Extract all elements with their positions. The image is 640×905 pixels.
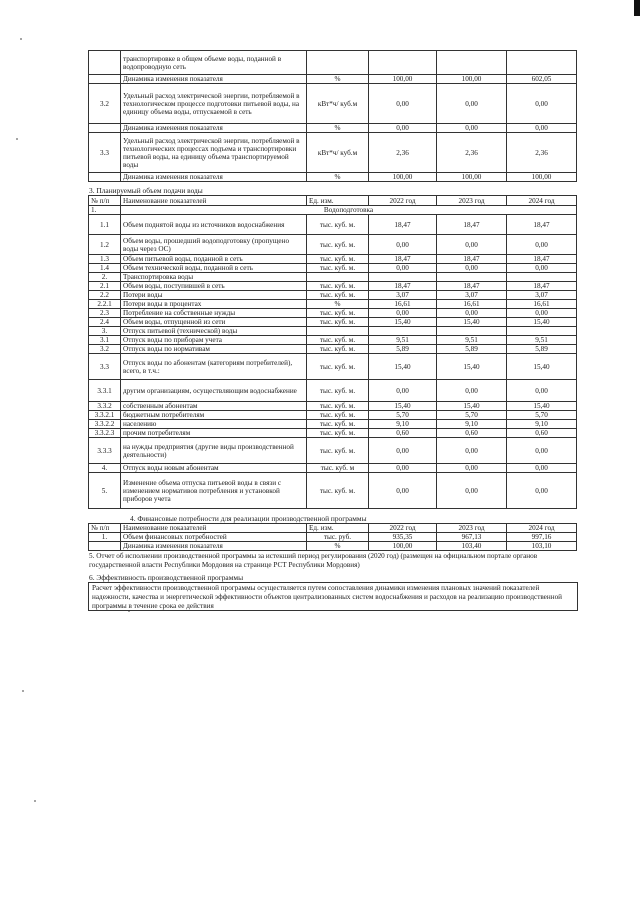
scan-speck: [22, 690, 24, 692]
table-row: [89, 438, 577, 464]
row-name: Отпуск воды по нормативам: [121, 345, 307, 354]
value-2024: [507, 51, 577, 75]
row-unit: тыс. куб. м.: [307, 264, 369, 273]
value-2023: 0,00: [437, 380, 507, 402]
value-2023: 0,00: [437, 309, 507, 318]
value-2024: 16,61: [507, 300, 577, 309]
table-header-row: [89, 196, 577, 206]
row-number: [89, 173, 121, 182]
row-number: [89, 542, 121, 551]
value-2024: 0,00: [507, 380, 577, 402]
row-unit: [307, 273, 369, 282]
table-row: [89, 542, 577, 551]
value-2023: 18,47: [437, 215, 507, 235]
row-name: Объем питьевой воды, поданной в сеть: [121, 255, 307, 264]
table-row: [89, 255, 577, 264]
value-2022: 9,10: [369, 420, 437, 429]
row-number: 3.: [89, 327, 121, 336]
row-group-title: Водоподготовка: [121, 206, 577, 215]
table-row: [89, 336, 577, 345]
value-2024: 103,10: [507, 542, 577, 551]
row-name: Удельный расход электрической энергии, потребляемой в технологических процессах подъема и транспортировки питьевой воды, на единицу объема транспортируемой воды: [121, 133, 307, 173]
value-2024: 0,00: [507, 235, 577, 255]
row-number: 1.1: [89, 215, 121, 235]
row-number: 2.4: [89, 318, 121, 327]
row-name: Объем воды, отпущенной из сети: [121, 318, 307, 327]
value-2022: 15,40: [369, 318, 437, 327]
table-row: [89, 84, 577, 124]
value-2024: 0,00: [507, 464, 577, 473]
table-row: [89, 291, 577, 300]
section-3-title: 3. Планируемый объем подачи воды: [89, 186, 203, 195]
row-unit: тыс. куб. м.: [307, 429, 369, 438]
row-number: 3.3.2.2: [89, 420, 121, 429]
header-2023: 2023 год: [437, 524, 507, 533]
value-2023: [437, 273, 507, 282]
row-number: 1.4: [89, 264, 121, 273]
section-6-title: 6. Эффективность производственной программы: [89, 573, 244, 582]
row-unit: тыс. руб.: [307, 533, 369, 542]
row-name: Объем финансовых потребностей: [121, 533, 307, 542]
value-2022: 0,00: [369, 309, 437, 318]
row-name: Потери воды: [121, 291, 307, 300]
table-row: [89, 206, 577, 215]
water-supply-volume-table: [88, 195, 577, 509]
table-row: [89, 354, 577, 380]
row-number: 3.3.3: [89, 438, 121, 464]
value-2023: 0,00: [437, 464, 507, 473]
value-2022: 3,07: [369, 291, 437, 300]
row-number: 3.1: [89, 336, 121, 345]
row-unit: тыс. куб. м.: [307, 380, 369, 402]
row-number: [89, 51, 121, 75]
value-2024: 997,16: [507, 533, 577, 542]
row-unit: тыс. куб. м.: [307, 354, 369, 380]
row-number: 3.2: [89, 84, 121, 124]
table-row: [89, 273, 577, 282]
header-2023: 2023 год: [437, 196, 507, 206]
row-name: Отпуск воды по абонентам (категориям потребителей), всего, в т.ч.:: [121, 354, 307, 380]
table-row: [89, 300, 577, 309]
row-unit: %: [307, 75, 369, 84]
value-2024: 100,00: [507, 173, 577, 182]
header-2024: 2024 год: [507, 524, 577, 533]
row-name: Динамика изменения показателя: [121, 75, 307, 84]
table-row: [89, 215, 577, 235]
row-number: 2.1: [89, 282, 121, 291]
row-number: 3.3.2.3: [89, 429, 121, 438]
row-number: 4.: [89, 464, 121, 473]
row-number: 3.3: [89, 133, 121, 173]
table-row: [89, 411, 577, 420]
row-number: [89, 124, 121, 133]
row-number: 1.3: [89, 255, 121, 264]
value-2024: 602,05: [507, 75, 577, 84]
row-name: транспортировке в общем объеме воды, поданной в водопроводную сеть: [121, 51, 307, 75]
row-number: 1.: [89, 206, 121, 215]
value-2022: 2,36: [369, 133, 437, 173]
table-header-row: [89, 524, 577, 533]
value-2024: 15,40: [507, 402, 577, 411]
value-2022: 0,60: [369, 429, 437, 438]
value-2022: 18,47: [369, 255, 437, 264]
row-name: другим организациям, осуществляющим водоснабжение: [121, 380, 307, 402]
row-name: на нужды предприятия (другие виды производственной деятельности): [121, 438, 307, 464]
row-unit: тыс. куб. м.: [307, 309, 369, 318]
row-name: Транспортировка воды: [121, 273, 307, 282]
value-2023: 0,00: [437, 473, 507, 509]
table-row: [89, 235, 577, 255]
row-name: Объем технической воды, поданной в сеть: [121, 264, 307, 273]
row-unit: тыс. куб. м.: [307, 336, 369, 345]
row-number: 2.3: [89, 309, 121, 318]
row-unit: тыс. куб. м.: [307, 438, 369, 464]
row-name: Динамика изменения показателя: [121, 124, 307, 133]
row-unit: кВт*ч/ куб.м: [307, 133, 369, 173]
value-2022: [369, 51, 437, 75]
row-unit: кВт*ч/ куб.м: [307, 84, 369, 124]
row-unit: тыс. куб. м.: [307, 215, 369, 235]
value-2023: 0,00: [437, 438, 507, 464]
row-unit: [307, 327, 369, 336]
table-row: [89, 429, 577, 438]
header-2022: 2022 год: [369, 196, 437, 206]
row-number: 1.2: [89, 235, 121, 255]
table-row: [89, 380, 577, 402]
value-2023: 5,89: [437, 345, 507, 354]
scan-speck: [16, 138, 18, 140]
header-unit: Ед. изм.: [307, 524, 369, 533]
value-2024: 5,89: [507, 345, 577, 354]
row-name: населению: [121, 420, 307, 429]
row-unit: тыс. куб. м.: [307, 255, 369, 264]
value-2022: 0,00: [369, 235, 437, 255]
scan-speck: [34, 800, 36, 802]
table-row: [89, 327, 577, 336]
table-row: [89, 318, 577, 327]
row-unit: тыс. куб. м.: [307, 282, 369, 291]
value-2022: 0,00: [369, 380, 437, 402]
row-number: 3.2: [89, 345, 121, 354]
value-2022: 100,00: [369, 75, 437, 84]
row-name: Потери воды в процентах: [121, 300, 307, 309]
value-2024: 18,47: [507, 215, 577, 235]
value-2022: 0,00: [369, 124, 437, 133]
row-name: Объем воды, прошедший водоподготовку (пропущено воды через ОС): [121, 235, 307, 255]
value-2024: 2,36: [507, 133, 577, 173]
value-2023: 15,40: [437, 318, 507, 327]
value-2024: 15,40: [507, 354, 577, 380]
value-2022: 0,00: [369, 473, 437, 509]
row-number: 5.: [89, 473, 121, 509]
value-2022: 100,00: [369, 173, 437, 182]
value-2022: 18,47: [369, 215, 437, 235]
row-number: 1.: [89, 533, 121, 542]
value-2024: 0,00: [507, 264, 577, 273]
value-2024: 0,00: [507, 438, 577, 464]
row-unit: %: [307, 124, 369, 133]
table-row: [89, 133, 577, 173]
table-row: [89, 75, 577, 84]
value-2022: [369, 327, 437, 336]
scan-edge-mark: [634, 0, 640, 16]
value-2023: 3,07: [437, 291, 507, 300]
header-num: № п/п: [89, 196, 121, 206]
value-2023: 9,10: [437, 420, 507, 429]
row-unit: тыс. куб. м.: [307, 473, 369, 509]
row-unit: [307, 51, 369, 75]
header-num: № п/п: [89, 524, 121, 533]
section-5-report: 5. Отчет об исполнении производственной программы за истекший период регулирования (2020 год) (размещен на официальном портале органов государственной власти Республики Мордовия на странице РСТ Республики Мордовия): [89, 552, 538, 569]
value-2022: 18,47: [369, 282, 437, 291]
row-name: Динамика изменения показателя: [121, 542, 307, 551]
indicators-table-continuation: [88, 50, 577, 182]
table-row: [89, 345, 577, 354]
header-unit: Ед. изм.: [307, 196, 369, 206]
value-2024: 0,00: [507, 84, 577, 124]
value-2022: 0,00: [369, 84, 437, 124]
table-row: [89, 420, 577, 429]
row-unit: тыс. куб. м.: [307, 345, 369, 354]
row-unit: тыс. куб. м: [307, 464, 369, 473]
value-2023: 0,00: [437, 124, 507, 133]
header-2024: 2024 год: [507, 196, 577, 206]
row-name: бюджетным потребителям: [121, 411, 307, 420]
value-2024: 3,07: [507, 291, 577, 300]
table-row: [89, 124, 577, 133]
value-2022: 9,51: [369, 336, 437, 345]
row-name: прочим потребителям: [121, 429, 307, 438]
row-unit: тыс. куб. м.: [307, 402, 369, 411]
value-2023: 9,51: [437, 336, 507, 345]
row-unit: %: [307, 542, 369, 551]
table-row: [89, 51, 577, 75]
value-2023: 18,47: [437, 282, 507, 291]
value-2023: [437, 51, 507, 75]
value-2022: 0,00: [369, 438, 437, 464]
row-number: 3.3: [89, 354, 121, 380]
financial-needs-table: [88, 523, 577, 551]
row-unit: тыс. куб. м.: [307, 318, 369, 327]
row-name: Удельный расход электрической энергии, потребляемой в технологическом процессе подготовки питьевой воды, на единицу объема воды, отпускаемой в сеть: [121, 84, 307, 124]
value-2022: 15,40: [369, 354, 437, 380]
row-name: Динамика изменения показателя: [121, 173, 307, 182]
row-number: 2.2.1: [89, 300, 121, 309]
value-2024: 15,40: [507, 318, 577, 327]
value-2023: 16,61: [437, 300, 507, 309]
row-number: 2.: [89, 273, 121, 282]
header-name: Наименование показателей: [121, 196, 307, 206]
value-2024: 0,00: [507, 124, 577, 133]
row-unit: %: [307, 173, 369, 182]
value-2023: 0,00: [437, 235, 507, 255]
table-row: [89, 264, 577, 273]
table-row: [89, 173, 577, 182]
value-2023: 5,70: [437, 411, 507, 420]
table-row: [89, 282, 577, 291]
value-2024: 9,51: [507, 336, 577, 345]
value-2024: 18,47: [507, 255, 577, 264]
value-2022: 0,00: [369, 264, 437, 273]
value-2022: 5,70: [369, 411, 437, 420]
row-number: 3.3.2.1: [89, 411, 121, 420]
value-2024: 0,00: [507, 473, 577, 509]
row-number: 2.2: [89, 291, 121, 300]
value-2023: 15,40: [437, 354, 507, 380]
value-2022: 935,35: [369, 533, 437, 542]
row-unit: тыс. куб. м.: [307, 420, 369, 429]
value-2023: 15,40: [437, 402, 507, 411]
header-name: Наименование показателей: [121, 524, 307, 533]
row-name: собственным абонентам: [121, 402, 307, 411]
value-2023: 100,00: [437, 173, 507, 182]
table-row: [89, 402, 577, 411]
row-number: 3.3.2: [89, 402, 121, 411]
row-name: Изменение объема отпуска питьевой воды в связи с изменением нормативов потребления и установкой приборов учета: [121, 473, 307, 509]
value-2022: 15,40: [369, 402, 437, 411]
value-2024: [507, 327, 577, 336]
table-row: [89, 473, 577, 509]
row-name: Отпуск воды по приборам учета: [121, 336, 307, 345]
value-2023: 0,00: [437, 84, 507, 124]
row-unit: тыс. куб. м.: [307, 235, 369, 255]
value-2022: 16,61: [369, 300, 437, 309]
value-2024: 0,60: [507, 429, 577, 438]
row-name: Объем воды, поступившей в сеть: [121, 282, 307, 291]
value-2022: [369, 273, 437, 282]
header-2022: 2022 год: [369, 524, 437, 533]
value-2023: [437, 327, 507, 336]
table-row: [89, 533, 577, 542]
value-2023: 18,47: [437, 255, 507, 264]
row-name: Отпуск воды новым абонентам: [121, 464, 307, 473]
section-6-text: Расчет эффективности производственной программы осуществляется путем сопоставления динамики изменения плановых значений показателей надежности, качества и энергетической эффективности объектов централизованных систем водоснабжения и расходов на реализацию производственной программы в течение срока ее действия: [88, 582, 578, 611]
row-name: Объем поднятой воды из источников водоснабжения: [121, 215, 307, 235]
table-row: [89, 464, 577, 473]
row-number: 3.3.1: [89, 380, 121, 402]
row-number: [89, 75, 121, 84]
value-2023: 0,60: [437, 429, 507, 438]
value-2022: 5,89: [369, 345, 437, 354]
row-name: Отпуск питьевой (технической) воды: [121, 327, 307, 336]
table-row: [89, 309, 577, 318]
row-unit: тыс. куб. м.: [307, 291, 369, 300]
row-name: Потребление на собственные нужды: [121, 309, 307, 318]
value-2024: [507, 273, 577, 282]
section-4-title: 4. Финансовые потребности для реализации производственной программы: [130, 514, 367, 523]
row-unit: %: [307, 300, 369, 309]
value-2024: 18,47: [507, 282, 577, 291]
value-2023: 100,00: [437, 75, 507, 84]
value-2023: 103,40: [437, 542, 507, 551]
value-2024: 0,00: [507, 309, 577, 318]
value-2023: 967,13: [437, 533, 507, 542]
row-unit: тыс. куб. м.: [307, 411, 369, 420]
scan-speck: [20, 38, 22, 40]
value-2024: 5,70: [507, 411, 577, 420]
value-2023: 0,00: [437, 264, 507, 273]
value-2022: 100,00: [369, 542, 437, 551]
value-2023: 2,36: [437, 133, 507, 173]
value-2024: 9,10: [507, 420, 577, 429]
value-2022: 0,00: [369, 464, 437, 473]
